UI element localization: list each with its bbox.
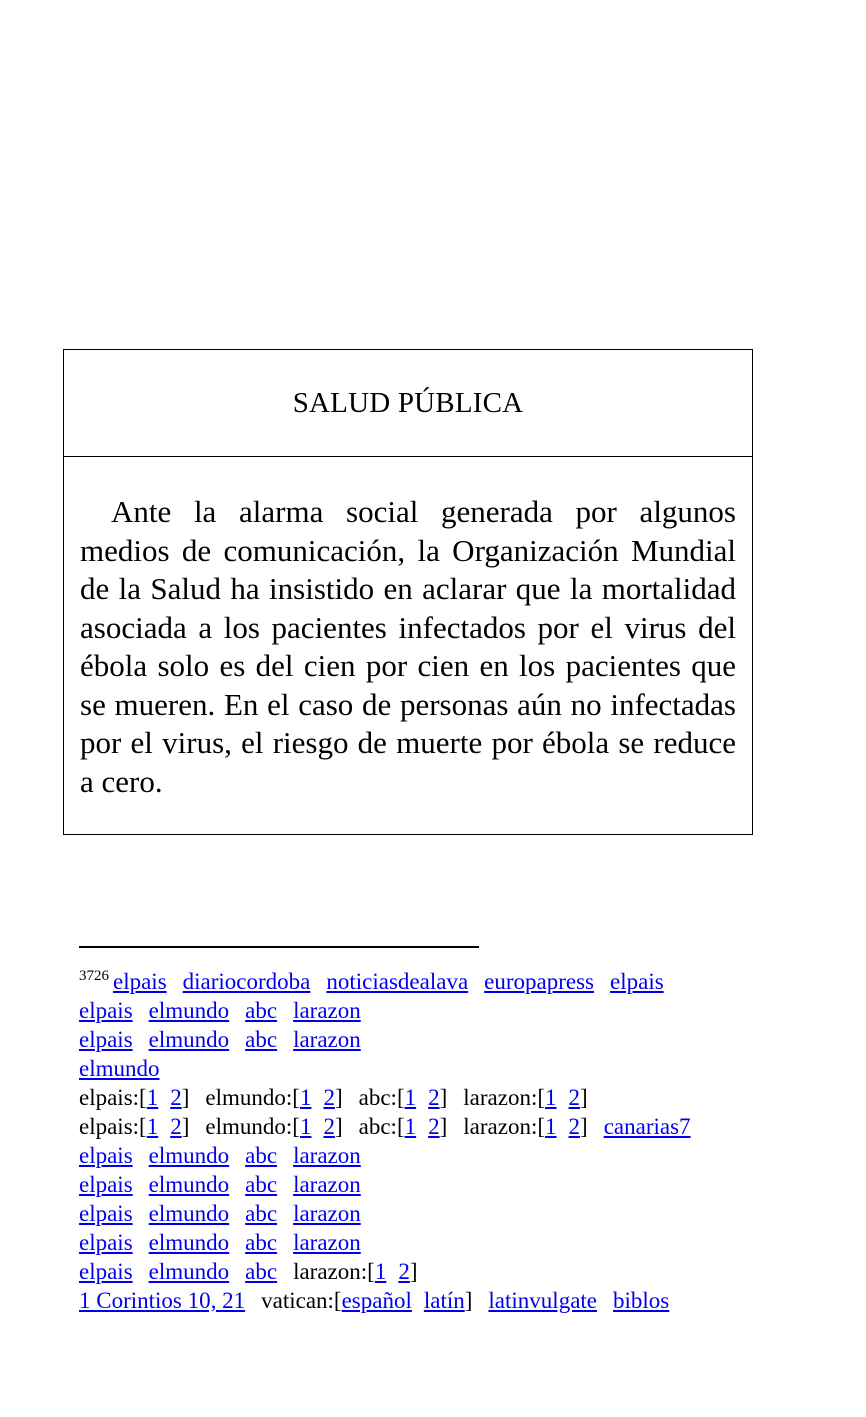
footnote-link[interactable]: abc — [245, 1259, 278, 1284]
footnote-group-label: elpais: — [79, 1085, 140, 1110]
footnote-group-label: elmundo: — [205, 1114, 293, 1139]
footnote-link[interactable]: 2 — [398, 1259, 410, 1284]
footnote-link[interactable]: 2 — [323, 1114, 335, 1139]
footnote-link[interactable]: 1 — [545, 1085, 557, 1110]
footnote-link[interactable]: canarias7 — [603, 1114, 691, 1139]
footnote-group-label: larazon: — [293, 1259, 368, 1284]
footnote-link[interactable]: elpais — [79, 1027, 133, 1052]
footnote-link[interactable]: latín — [423, 1288, 465, 1313]
footnote-link[interactable]: abc — [245, 1172, 278, 1197]
footnote-link[interactable]: larazon — [293, 1027, 361, 1052]
footnote-link[interactable]: 2 — [428, 1114, 440, 1139]
footnote-line — [79, 1257, 779, 1286]
footnote-link[interactable]: europapress — [484, 969, 595, 994]
footnote-link[interactable]: larazon — [293, 998, 361, 1023]
footnote-link[interactable]: elpais — [79, 1201, 133, 1226]
footnote-link[interactable]: noticiasdealava — [326, 969, 469, 994]
footnote-link-group: abc:[1 2] — [358, 1114, 448, 1139]
footnote-line — [79, 1170, 779, 1199]
footnote-group-label: larazon: — [463, 1114, 538, 1139]
footnote-link[interactable]: larazon — [293, 1172, 361, 1197]
footnote-link[interactable]: elmundo — [148, 1230, 230, 1255]
footnote-link[interactable]: 2 — [428, 1085, 440, 1110]
box-body: Ante la alarma social generada por algunos medios de comunicación, la Organización Mundial de la Salud ha insistido en aclarar que la mortalidad asociada a los pacientes infectados por el virus del ébola solo es del cien por cien en los pacientes que se mueren. En el caso de personas aún no infectadas por el virus, el riesgo de muerte por ébola se reduce a cero. — [80, 494, 736, 799]
footnote-group-label: abc: — [358, 1085, 397, 1110]
footnote-link[interactable]: 1 — [404, 1114, 417, 1139]
footnote-link[interactable]: elmundo — [148, 998, 230, 1023]
footnote-link[interactable]: 1 — [404, 1085, 417, 1110]
footnote-link[interactable]: español — [341, 1288, 412, 1313]
footnote-link-group: elpais:[1 2] — [79, 1114, 190, 1139]
footnote-link[interactable]: elpais — [79, 1172, 133, 1197]
footnote-link[interactable]: elpais — [79, 1230, 133, 1255]
footnote-line — [79, 1083, 779, 1112]
footnote-line — [79, 967, 779, 996]
footnote-link[interactable]: 1 — [299, 1085, 312, 1110]
footnote-link-group: abc:[1 2] — [358, 1085, 448, 1110]
footnote-link[interactable]: latinvulgate — [488, 1288, 597, 1313]
footnote-line — [79, 1025, 779, 1054]
footnote-link[interactable]: 2 — [170, 1085, 182, 1110]
box-title: SALUD PÚBLICA — [64, 350, 752, 457]
footnote-link-group: larazon:[1 2] — [293, 1259, 418, 1284]
footnote-link[interactable]: elmundo — [148, 1027, 230, 1052]
footnote-line — [79, 996, 779, 1025]
footnote-link-group: elmundo:[1 2] — [205, 1114, 343, 1139]
footnote-link[interactable]: elpais — [79, 1143, 133, 1168]
footnote-link[interactable]: elmundo — [148, 1259, 230, 1284]
footnote-link[interactable]: larazon — [293, 1230, 361, 1255]
footnote-link[interactable]: abc — [245, 1027, 278, 1052]
footnote-link[interactable]: elmundo — [79, 1056, 160, 1081]
footnote-group-label: elmundo: — [205, 1085, 293, 1110]
footnote-link[interactable]: elpais — [610, 969, 664, 994]
footnote-group-label: abc: — [358, 1114, 397, 1139]
footnote-line — [79, 1054, 779, 1083]
footnote-link[interactable]: larazon — [293, 1201, 361, 1226]
footnote-line — [79, 1286, 779, 1315]
footnote-line — [79, 1141, 779, 1170]
footnote-link[interactable]: 2 — [170, 1114, 182, 1139]
footnote-link[interactable]: 1 — [374, 1259, 387, 1284]
footnote-group-label: vatican: — [261, 1288, 334, 1313]
footnote-line — [79, 1112, 779, 1141]
footnote-link[interactable]: elpais — [113, 969, 167, 994]
footnote-link[interactable]: 2 — [323, 1085, 335, 1110]
footnote-link-group: elpais:[1 2] — [79, 1085, 190, 1110]
footnote-line — [79, 1228, 779, 1257]
footnote-link[interactable]: elmundo — [148, 1172, 230, 1197]
footnote-link-group: vatican:[español latín] — [261, 1288, 473, 1313]
footnote-link-group: larazon:[1 2] — [463, 1085, 588, 1110]
footnote-line — [79, 1199, 779, 1228]
footnote-link[interactable]: elpais — [79, 1259, 133, 1284]
footnote-link[interactable]: 1 — [146, 1085, 159, 1110]
footnote-link[interactable]: elmundo — [148, 1143, 230, 1168]
footnote-link[interactable]: 1 Corintios 10, 21 — [79, 1288, 246, 1313]
footnote-group-label: elpais: — [79, 1114, 140, 1139]
footnote-link[interactable]: biblos — [613, 1288, 670, 1313]
footnote-link[interactable]: diariocordoba — [182, 969, 311, 994]
footnote-group-label: larazon: — [463, 1085, 538, 1110]
footnote-block — [79, 967, 779, 1315]
footnote-link[interactable]: 2 — [568, 1114, 581, 1139]
footnote-link[interactable]: 1 — [146, 1114, 159, 1139]
footnote-separator — [79, 946, 479, 948]
footnote-link[interactable]: abc — [245, 1201, 278, 1226]
footnote-link-group: elmundo:[1 2] — [205, 1085, 343, 1110]
text-box — [63, 349, 753, 835]
footnote-link[interactable]: 2 — [568, 1085, 581, 1110]
footnote-link[interactable]: 1 — [299, 1114, 312, 1139]
footnote-link[interactable]: elmundo — [148, 1201, 230, 1226]
footnote-link[interactable]: larazon — [293, 1143, 361, 1168]
footnote-link[interactable]: abc — [245, 1143, 278, 1168]
footnote-link-group: larazon:[1 2] — [463, 1114, 588, 1139]
footnote-number: 3726 — [79, 968, 109, 984]
footnote-link[interactable]: 1 — [545, 1114, 557, 1139]
footnote-link[interactable]: elpais — [79, 998, 133, 1023]
footnote-link[interactable]: abc — [245, 1230, 278, 1255]
footnote-link[interactable]: abc — [245, 998, 278, 1023]
